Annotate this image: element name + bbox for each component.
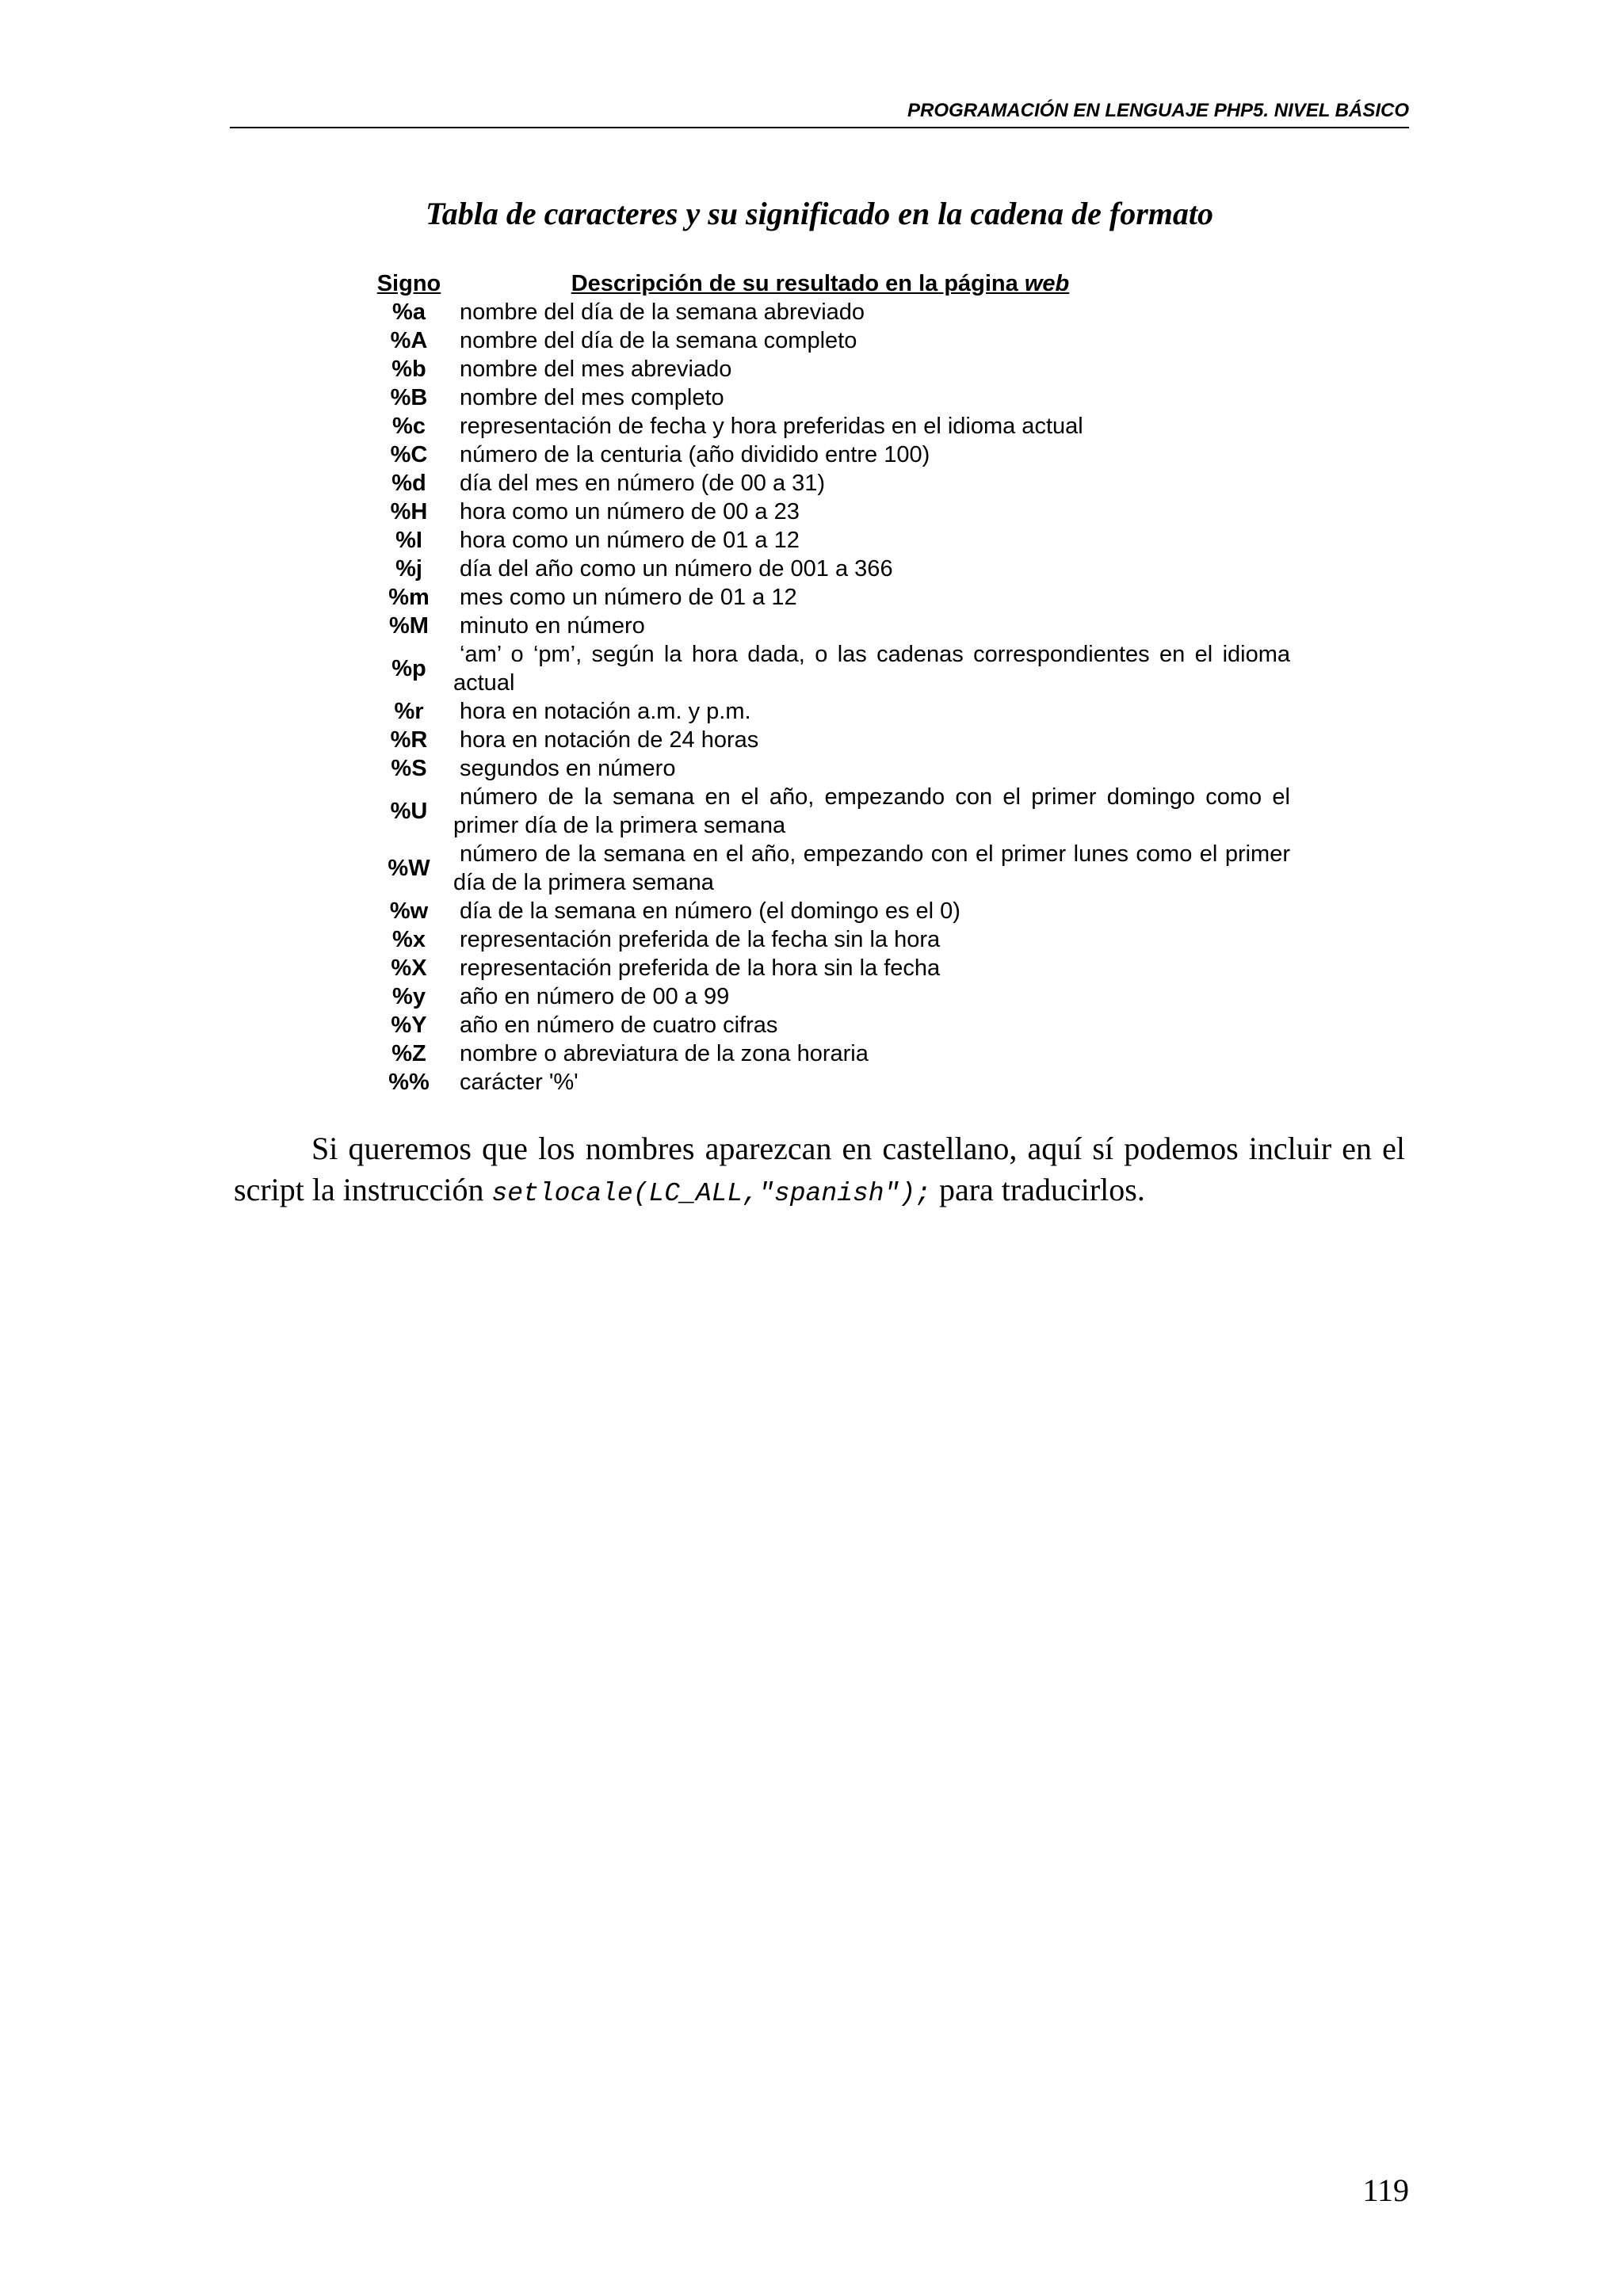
table-row	[365, 469, 1290, 498]
table-row	[365, 298, 1290, 326]
format-description: segundos en número	[460, 756, 676, 781]
table-row	[365, 583, 1290, 612]
page-number: 119	[1362, 2172, 1409, 2208]
format-description: número de la semana en el año, empezando con el primer domingo como el primer día de la primera semana	[453, 784, 1290, 838]
format-description: número de la centuria (año dividido entre 100)	[460, 442, 930, 467]
format-sign: %I	[395, 528, 422, 553]
running-header	[230, 95, 1409, 128]
format-sign: %M	[389, 613, 429, 639]
table-row	[365, 612, 1290, 640]
format-sign: %C	[390, 442, 428, 467]
format-description: representación preferida de la hora sin la fecha	[460, 955, 941, 981]
format-characters-table	[365, 269, 1290, 1097]
format-sign: %b	[391, 357, 426, 382]
format-description: nombre del día de la semana abreviado	[460, 299, 865, 325]
format-sign: %c	[392, 414, 426, 439]
format-description: representación de fecha y hora preferidas en el idioma actual	[460, 414, 1083, 439]
format-sign: %B	[390, 385, 428, 410]
format-sign: %H	[390, 499, 428, 524]
format-sign: %m	[388, 585, 430, 610]
code-snippet: setlocale(LC_ALL,"spanish");	[491, 1179, 931, 1208]
format-sign: %r	[394, 699, 424, 724]
table-row	[365, 555, 1290, 583]
format-description: hora en notación a.m. y p.m.	[460, 699, 751, 724]
format-description: mes como un número de 01 a 12	[460, 585, 797, 610]
table-header-row	[365, 269, 1290, 298]
table-row	[365, 897, 1290, 925]
table-row	[365, 982, 1290, 1011]
paragraph-text-after: para traducirlos.	[930, 1172, 1145, 1207]
table-row	[365, 355, 1290, 383]
format-sign: %y	[392, 984, 426, 1009]
table-row	[365, 697, 1290, 726]
format-description: nombre del mes abreviado	[460, 357, 732, 382]
format-description: nombre del día de la semana completo	[460, 328, 857, 353]
format-description: día del año como un número de 001 a 366	[460, 556, 893, 582]
format-description: número de la semana en el año, empezando con el primer lunes como el primer día de la primera semana	[453, 841, 1290, 895]
format-sign: %w	[389, 898, 429, 924]
format-sign: %j	[395, 556, 422, 582]
format-sign: %X	[391, 955, 427, 981]
table-row	[365, 754, 1290, 783]
format-sign: %x	[392, 927, 426, 952]
body-paragraph	[234, 1128, 1405, 1215]
table-row	[365, 726, 1290, 754]
table-row	[365, 954, 1290, 982]
table-title: Tabla de caracteres y su significado en la cadena de formato	[426, 196, 1213, 231]
table-row	[365, 925, 1290, 954]
format-description: nombre del mes completo	[460, 385, 724, 410]
format-description: minuto en número	[460, 613, 645, 639]
format-description: ‘am’ o ‘pm’, según la hora dada, o las cadenas correspondientes en el idioma actual	[453, 642, 1290, 696]
table-row	[365, 498, 1290, 526]
format-sign: %a	[392, 299, 426, 325]
column-header-sign: Signo	[376, 271, 441, 296]
table-row	[365, 1039, 1290, 1068]
running-header-title: PROGRAMACIÓN EN LENGUAJE PHP5. NIVEL BÁSICO	[907, 100, 1409, 121]
table-row	[365, 1068, 1290, 1097]
format-sign: %Z	[391, 1041, 426, 1066]
format-description: representación preferida de la fecha sin la hora	[460, 927, 941, 952]
format-sign: %A	[390, 328, 428, 353]
format-description: año en número de cuatro cifras	[460, 1013, 778, 1038]
format-description: hora en notación de 24 horas	[460, 727, 759, 753]
table-row	[365, 840, 1290, 897]
format-sign: %U	[390, 799, 428, 824]
table-row	[365, 1011, 1290, 1039]
format-sign: %W	[388, 856, 430, 881]
format-sign: %Y	[391, 1013, 427, 1038]
format-description: día del mes en número (de 00 a 31)	[460, 471, 826, 496]
format-sign: %p	[391, 656, 426, 681]
format-description: hora como un número de 01 a 12	[460, 528, 800, 553]
format-description: día de la semana en número (el domingo es el 0)	[460, 898, 960, 924]
format-description: carácter '%'	[460, 1070, 579, 1095]
format-sign: %R	[390, 727, 428, 753]
table-row	[365, 383, 1290, 412]
table-body	[365, 298, 1290, 1097]
format-description: nombre o abreviatura de la zona horaria	[460, 1041, 869, 1066]
table-row	[365, 326, 1290, 355]
table-row	[365, 441, 1290, 469]
table-row	[365, 783, 1290, 840]
format-sign: %S	[391, 756, 427, 781]
table-row	[365, 412, 1290, 441]
format-description: año en número de 00 a 99	[460, 984, 730, 1009]
format-sign: %%	[388, 1070, 430, 1095]
column-header-description-text: Descripción de su resultado en la página	[571, 271, 1025, 296]
format-sign: %d	[391, 471, 426, 496]
format-description: hora como un número de 00 a 23	[460, 499, 800, 524]
column-header-description	[453, 269, 1290, 298]
column-header-description-emphasis: web	[1024, 271, 1070, 296]
table-row	[365, 526, 1290, 555]
paragraph-text-before: Si queremos que los nombres aparezcan en castellano, aquí sí podemos incluir en el script la instrucción	[234, 1131, 1405, 1207]
table-row	[365, 640, 1290, 697]
